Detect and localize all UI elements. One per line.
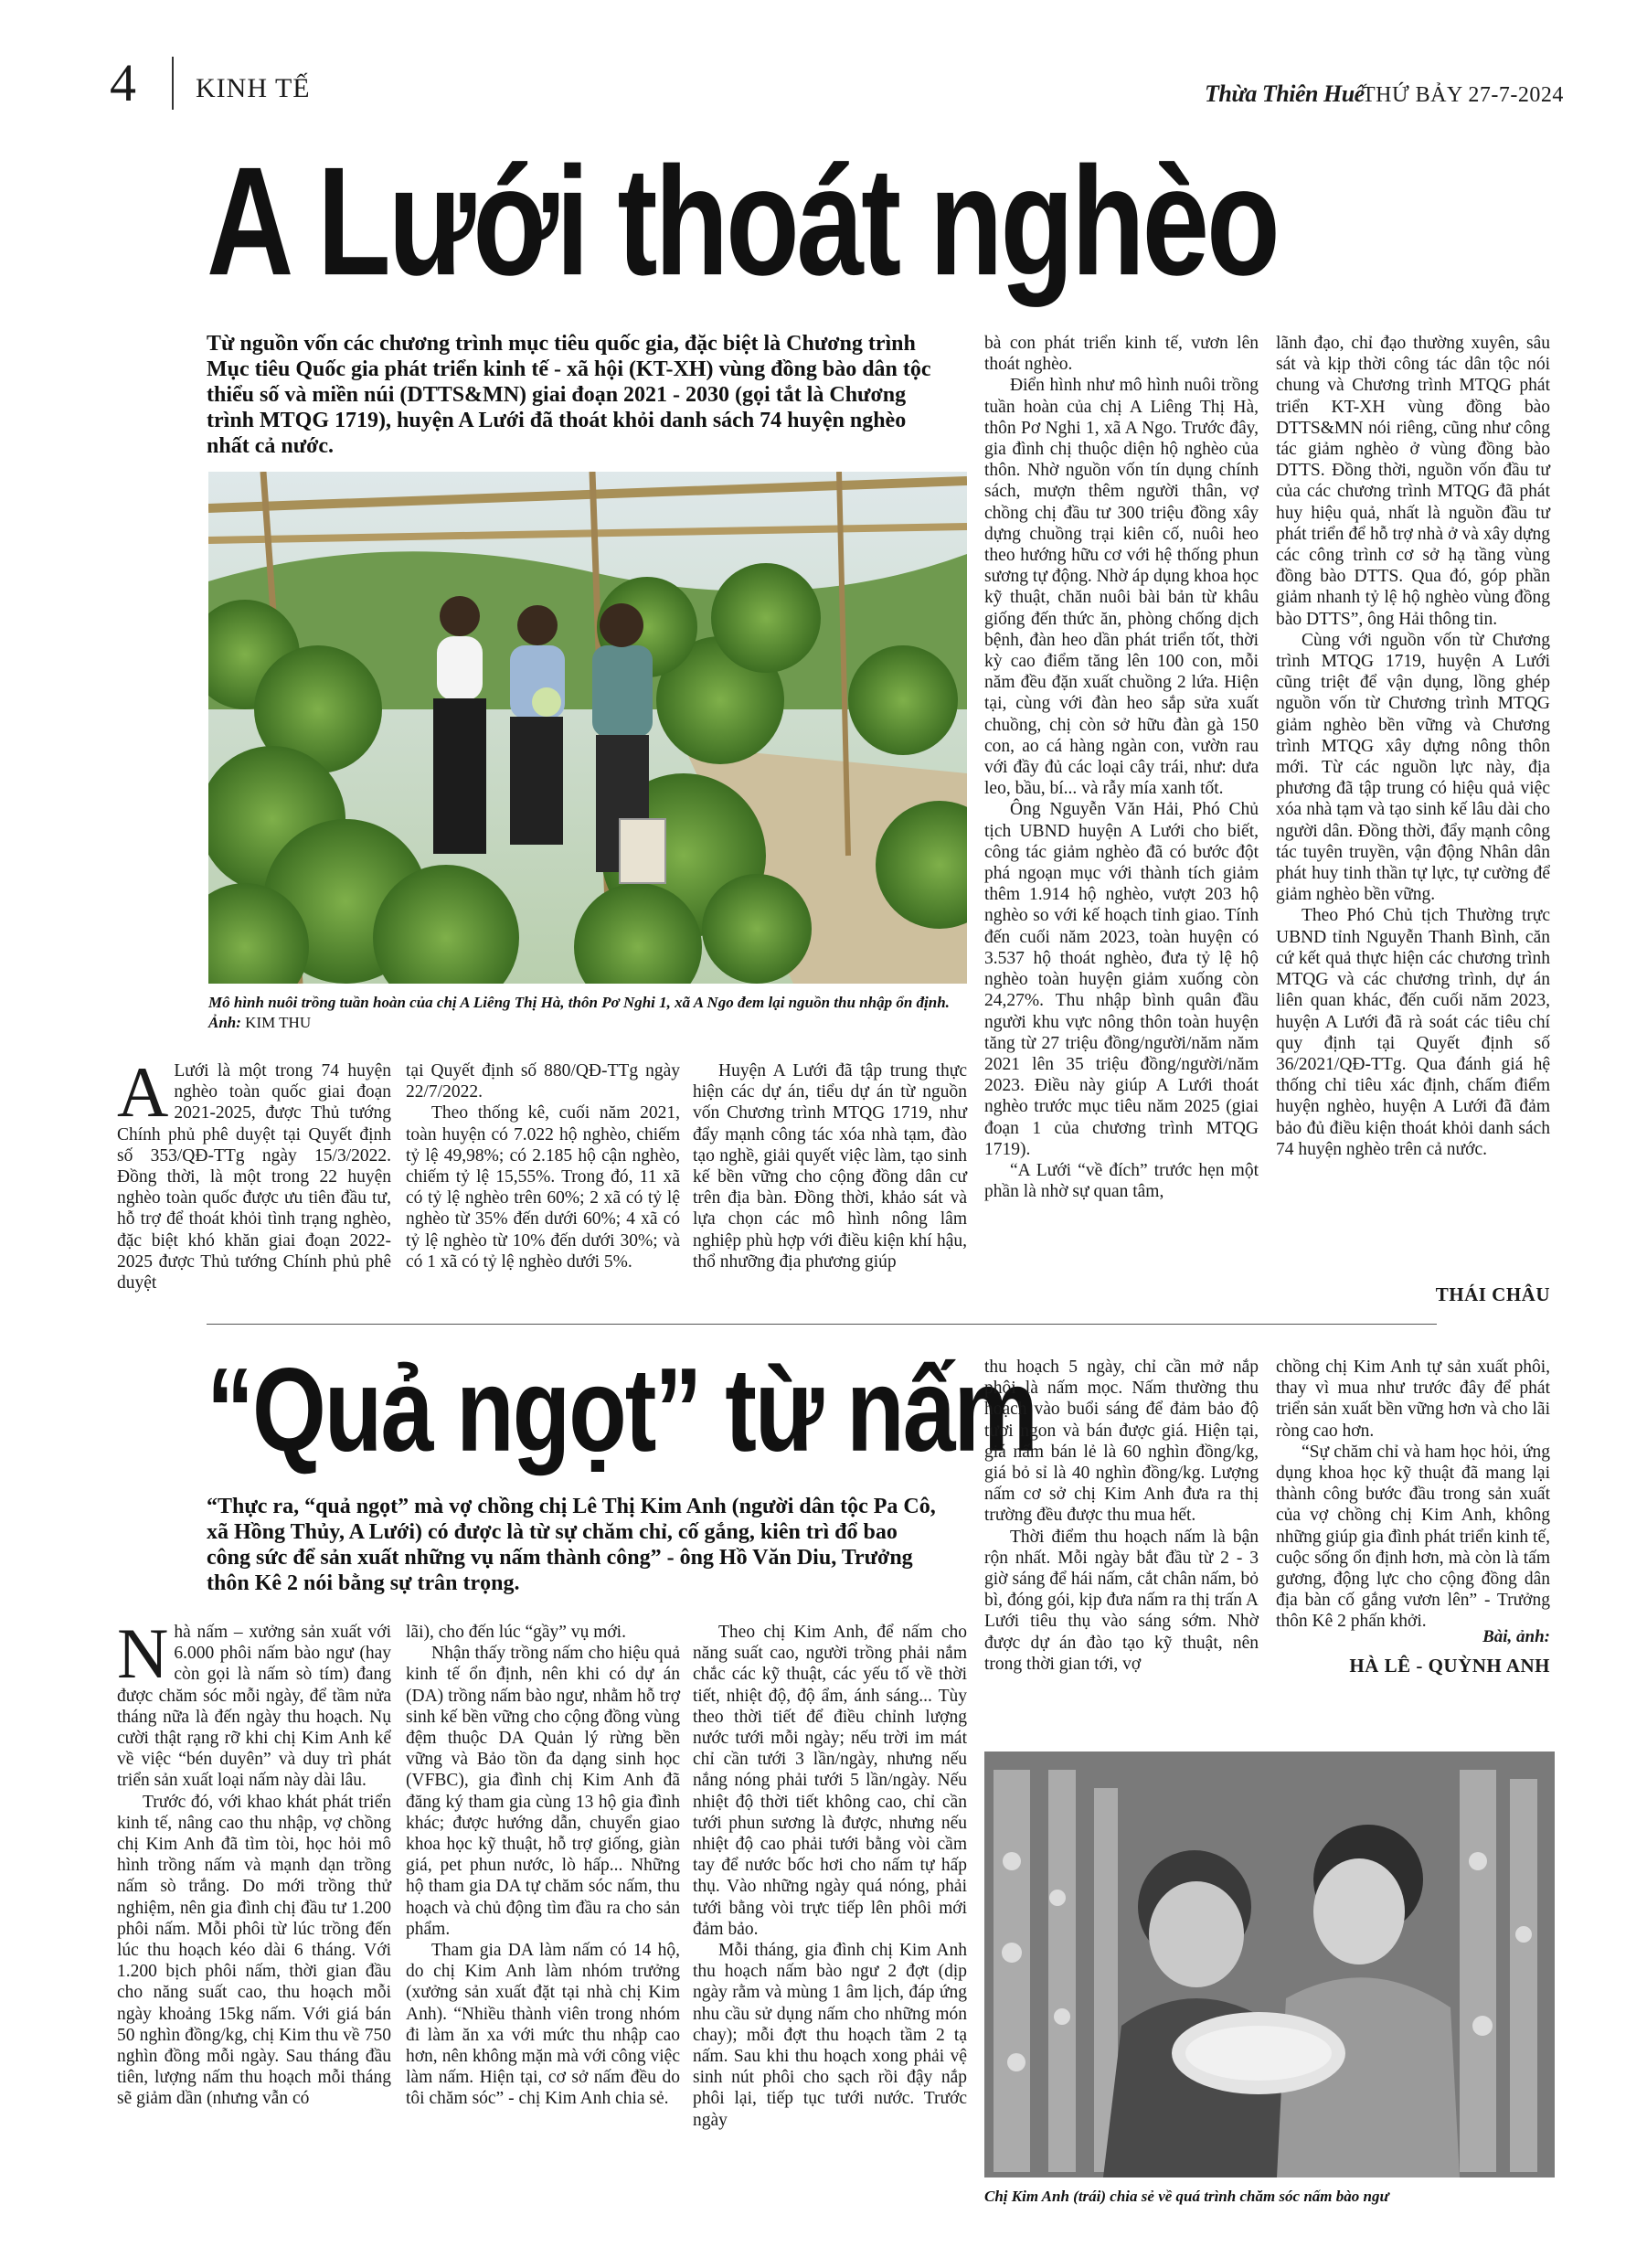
paragraph: Theo thống kê, cuối năm 2021, toàn huyện có 7.022 hộ nghèo, chiếm tỷ lệ 49,98%; có 2.185 hộ cận nghèo, chiếm tỷ lệ 15,55%. Trong đó, 11 xã có tỷ lệ nghèo trên 60%; 2 xã có tỷ lệ nghèo từ 35% đến dưới 60%; 4 xã có tỷ lệ nghèo từ 10% đến dưới 30%; và có 1 xã có tỷ lệ nghèo dưới 5%. — [406, 1103, 680, 1272]
dropcap: A — [117, 1052, 169, 1132]
article2-author: HÀ LÊ - QUỲNH ANH — [1349, 1655, 1550, 1677]
article1-headline: A Lưới thoát nghèo — [207, 134, 1278, 307]
paragraph: Nhận thấy trồng nấm cho hiệu quả kinh tế ổn định, nên khi có dự án (DA) trồng nấm bào ngư, nhằm hỗ trợ sinh kế bền vững cho cộng đồng vùng đệm thuộc DA Quản lý rừng bền vững và Bảo tồn đa dạng sinh học (VFBC), gia đình chị Kim Anh đã đăng ký tham gia cùng 13 hộ gia đình khác; được hướng dẫn, chuyển giao khoa học kỹ thuật, hỗ trợ giống, giàn giá, pet phun nước, lò hấp... Những hộ tham gia DA tự chăm sóc nấm, thu hoạch và chủ động tìm đầu ra cho sản phẩm. — [406, 1644, 680, 1939]
paragraph: Ông Nguyễn Văn Hải, Phó Chủ tịch UBND huyện A Lưới cho biết, công tác giảm nghèo đã có bước đột phá ngoạn mục với thành tích giảm thêm 1.914 hộ nghèo, vượt 203 hộ nghèo so với kế hoạch tỉnh giao. Tính đến cuối năm 2023, toàn huyện có 3.537 hộ thoát nghèo, đưa tỷ lệ hộ nghèo toàn huyện giảm xuống còn 24,27%. Thu nhập bình quân đầu người khu vực nông thôn toàn huyện tăng từ 27 triệu đồng/người/năm năm 2021 lên 35 triệu đồng/người/năm 2023. Điều này giúp A Lưới thoát nghèo trước mục tiêu năm 2025 (giai đoạn 1 của chương trình MTQG 1719). — [984, 800, 1259, 1159]
paragraph: Theo Phó Chủ tịch Thường trực UBND tỉnh Nguyễn Thanh Bình, căn cứ kết quả thực hiện các chương trình MTQG và các chương trình, dự án liên quan khác, đến cuối năm 2023, huyện A Lưới đã rà soát các tiêu chí quy định tại Quyết định số 36/2021/QĐ-TTg. Qua đánh giá hệ thống chỉ tiêu xác định, chấm điểm huyện nghèo, huyện A Lưới đã đảm bảo đủ điều kiện thoát khỏi danh sách 74 huyện nghèo trên cả nước. — [1276, 906, 1550, 1159]
caption-text: Mô hình nuôi trồng tuần hoàn của chị A Liêng Thị Hà, thôn Pơ Nghi 1, xã A Ngo đem lại nguồn thu nhập ổn định. Ảnh: — [208, 994, 950, 1031]
page-number: 4 — [110, 53, 136, 112]
paragraph: Tham gia DA làm nấm có 14 hộ, do chị Kim Anh làm nhóm trưởng (xưởng sản xuất đặt tại nhà chị Kim Anh). “Nhiều thành viên trong nhóm đi làm ăn xa với mức thu nhập cao hơn, nên không mặn mà với công việc làm nấm. Hiện tại, cơ sở nấm đều do tôi chăm sóc” - chị Kim Anh chia sẻ. — [406, 1941, 680, 2109]
dropcap: N — [117, 1613, 169, 1693]
paragraph: chồng chị Kim Anh tự sản xuất phôi, thay vì mua như trước đây để phát triển sản xuất bền vững hơn và cho lãi ròng cao hơn. — [1276, 1358, 1550, 1441]
article2-photo — [984, 1752, 1555, 2177]
article2-headline: “Quả ngọt” từ nấm — [207, 1344, 1036, 1477]
newspaper-name: Thừa Thiên Huế — [1205, 80, 1365, 107]
paragraph: bà con phát triển kinh tế, vươn lên thoát nghèo. — [984, 334, 1259, 375]
paragraph: Theo chị Kim Anh, để nấm cho năng suất cao, người trồng phải nắm chắc các kỹ thuật, các yếu tố về thời tiết, nhiệt độ, độ ẩm, ánh sáng... Tùy theo thời tiết để điều chỉnh lượng nước tưới mỗi ngày; nếu trời im mát chỉ cần tưới 3 lần/ngày, nhưng nếu nắng nóng phải tưới 5 lần/ngày. Nếu nhiệt độ thời tiết không cao, chỉ cần tưới phun sương là được, nhưng nếu nhiệt độ cao phải tưới bằng vòi cầm tay để nước bốc hơi cho nấm tự hấp thụ. Vào những ngày quá nóng, phải tưới bằng vòi trực tiếp lên phôi mới đảm bảo. — [693, 1623, 967, 1939]
article1-column-4 — [984, 333, 1259, 1202]
article1-author: THÁI CHÂU — [1435, 1283, 1550, 1305]
article1-column-3 — [693, 1060, 967, 1272]
paragraph: Huyện A Lưới đã tập trung thực hiện các dự án, tiểu dự án từ nguồn vốn Chương trình MTQG 1719, như đẩy mạnh công tác xóa nhà tạm, đào tạo nghề, giải quyết việc làm, tạo sinh kế bền vững cho cộng đồng dân cư trên địa bàn. Đồng thời, khảo sát và lựa chọn các mô hình nông lâm nghiệp phù hợp với điều kiện khí hậu, thổ nhưỡng địa phương giúp — [693, 1061, 967, 1272]
paragraph: Thời điểm thu hoạch nấm là bận rộn nhất. Mỗi ngày bắt đầu từ 2 - 3 giờ sáng để hái nấm, cắt chân nấm, bỏ bì, đóng gói, kịp đưa nấm ra thị trấn A Lưới tiêu thụ vào sáng sớm. Nhờ được dự án đào tạo kỹ thuật, nên trong thời gian tới, vợ — [984, 1527, 1259, 1674]
section-label: KINH TẾ — [196, 73, 311, 103]
header-separator — [172, 57, 174, 110]
article2-column-1 — [117, 1613, 391, 2110]
paragraph: Lưới là một trong 74 huyện nghèo toàn quốc giai đoạn 2021-2025, được Thủ tướng Chính phủ phê duyệt tại Quyết định số 353/QĐ-TTg ngày 15/3/2022. Đồng thời, là một trong 22 huyện nghèo toàn quốc được ưu tiên đầu tư, hỗ trợ để thoát khỏi tình trạng nghèo, đặc biệt khó khăn giai đoạn 2022-2025 được Thủ tướng Chính phủ phê duyệt — [117, 1061, 391, 1294]
paragraph: Cùng với nguồn vốn từ Chương trình MTQG 1719, huyện A Lưới cũng triệt để vận dụng, lồng ghép nguồn vốn từ Chương trình MTQG giảm nghèo bền vững và Chương trình MTQG xây dựng nông thôn mới. Từ các nguồn lực này, địa phương đã tập trung có hiệu quả việc xóa nhà tạm và tạo sinh kế lâu dài cho người dân. Đồng thời, đẩy mạnh công tác tuyên truyền, vận động Nhân dân phát huy tinh thần tự lực, tự cường để giảm nghèo bền vững. — [1276, 630, 1550, 905]
paragraph: tại Quyết định số 880/QĐ-TTg ngày 22/7/2022. — [406, 1061, 680, 1102]
article1-column-2 — [406, 1060, 680, 1272]
paragraph: “Sự chăm chỉ và ham học hỏi, ứng dụng khoa học kỹ thuật đã mang lại thành công bước đầu trong sản xuất của vợ chồng chị Kim Anh, không những giúp gia đình phát triển kinh tế, cuộc sống ổn định hơn, mà còn là tấm gương, động lực cho cộng đồng dân địa bàn cố gắng vươn lên” - Trưởng thôn Kê 2 phấn khởi. — [1276, 1442, 1550, 1632]
article1-lead: Từ nguồn vốn các chương trình mục tiêu quốc gia, đặc biệt là Chương trình Mục tiêu Quốc gia phát triển kinh tế - xã hội (KT-XH) vùng đồng bào dân tộc thiểu số và miền núi (DTTS&MN) giai đoạn 2021 - 2030 (gọi tắt là Chương trình MTQG 1719), huyện A Lưới đã thoát khỏi danh sách 74 huyện nghèo nhất cả nước. — [207, 332, 931, 458]
article-divider — [207, 1324, 1437, 1325]
article2-photo-caption: Chị Kim Anh (trái) chia sẻ về quá trình chăm sóc nấm bào ngư — [984, 2188, 1389, 2205]
article1-column-5 — [1276, 333, 1550, 1160]
paragraph: “A Lưới “về đích” trước hẹn một phần là nhờ sự quan tâm, — [984, 1160, 1259, 1202]
article2-lead: “Thực ra, “quả ngọt” mà vợ chồng chị Lê Thị Kim Anh (người dân tộc Pa Cô, xã Hồng Thủy, A Lưới) có được là từ sự chăm chỉ, cố gắng, kiên trì đổ bao công sức để sản xuất những vụ nấm thành công” - ông Hồ Văn Diu, Trưởng thôn Kê 2 nói bằng sự trân trọng. — [207, 1495, 936, 1595]
article2-column-4 — [984, 1357, 1259, 1675]
paragraph: lãnh đạo, chỉ đạo thường xuyên, sâu sát và kịp thời công tác dân tộc nói chung và Chương trình MTQG phát triển KT-XH vùng đồng bào DTTS&MN nói riêng, cũng như công tác giảm nghèo ở vùng đồng bào DTTS. Đồng thời, nguồn vốn đầu tư của các chương trình MTQG đã phát huy hiệu quả, nhất là nguồn đầu tư phát triển để hỗ trợ nhà ở và xây dựng các công trình cơ sở hạ tầng vùng đồng bào DTTS. Qua đó, góp phần giảm nhanh tỷ lệ hộ nghèo vùng đồng bào DTTS”, ông Hải thông tin. — [1276, 334, 1550, 629]
paragraph: lãi), cho đến lúc “gầy” vụ mới. — [406, 1623, 626, 1642]
article2-column-5 — [1276, 1357, 1550, 1633]
paragraph: hà nấm – xưởng sản xuất với 6.000 phôi nấm bào ngư (hay còn gọi là nấm sò tím) đang được chăm sóc mỗi ngày, để tầm nửa tháng nữa là đến ngày thu hoạch. Nụ cười thật rạng rỡ khi chị Kim Anh kể về việc “bén duyên” và duy trì phát triển sản xuất loại nấm này dài lâu. — [117, 1623, 391, 1791]
article1-photo — [208, 472, 967, 984]
garden-photo-illustration — [208, 472, 967, 984]
paragraph: thu hoạch 5 ngày, chỉ cần mở nắp phôi là nấm mọc. Nấm thường thu hoạch vào buổi sáng để đảm bảo độ tươi ngon và bán được giá. Hiện tại, giá nấm bán lẻ là 60 nghìn đồng/kg, giá bỏ sỉ là 40 nghìn đồng/kg. Lượng nấm cơ sở chị Kim Anh đưa ra thị trường đều được thu mua hết. — [984, 1358, 1259, 1526]
article2-column-2 — [406, 1622, 680, 2110]
mushroom-farm-photo-illustration — [984, 1752, 1555, 2177]
paragraph: Điển hình như mô hình nuôi trồng tuần hoàn của chị A Liêng Thị Hà, thôn Pơ Nghi 1, xã A Ngo. Trước đây, gia đình chị thuộc diện hộ nghèo của thôn. Nhờ nguồn vốn tín dụng chính sách, mượn thêm người thân, vợ chồng chị đầu tư 300 triệu đồng xây dựng chuồng trại kiên cố, nuôi heo theo hướng hữu cơ với hệ thống phun sương tự động. Nhờ áp dụng khoa học kỹ thuật, chăn nuôi bài bản từ khâu giống đến thức ăn, phòng chống dịch bệnh, đàn heo dần phát triển tốt, thời kỳ cao điểm tăng lên 100 con, mỗi năm đều đặn xuất chuồng 2 lứa. Hiện tại, cùng với đàn heo sắp sửa xuất chuồng, chị còn sở hữu đàn gà 150 con, ao cá hàng ngàn con, vườn rau với đầy đủ các loại cây trái, như: dưa leo, bầu, bí... và rẫy mía xanh tốt. — [984, 376, 1259, 799]
article1-photo-caption — [208, 993, 967, 1033]
article2-column-3 — [693, 1622, 967, 2131]
article2-byline-label: Bài, ảnh: — [1482, 1627, 1550, 1646]
paragraph: Mỗi tháng, gia đình chị Kim Anh thu hoạch nấm bào ngư 2 đợt (dịp ngày rằm và mùng 1 âm lịch, đáp ứng nhu cầu sử dụng nấm cho những món chay); mỗi đợt thu hoạch tầm 2 tạ nấm. Sau khi thu hoạch xong phải vệ sinh nút phôi cho sạch rồi đậy nắp phôi lại, tiếp tục tưới nước. Trước ngày — [693, 1941, 967, 2130]
issue-date: THỨ BẢY 27-7-2024 — [1362, 83, 1564, 107]
photo-credit: KIM THU — [245, 1014, 312, 1031]
article1-column-1 — [117, 1052, 391, 1294]
paragraph: Trước đó, với khao khát phát triển kinh tế, nâng cao thu nhập, vợ chồng chị Kim Anh đã tìm tòi, học hỏi mô hình trồng nấm và mạnh dạn trồng nấm sò trắng. Do mới trồng thử nghiệm, nên gia đình chị đầu tư 1.200 phôi nấm. Mỗi phôi từ lúc trồng đến lúc thu hoạch kéo dài 6 tháng. Với 1.200 bịch phôi nấm, thời gian đầu cho năng suất cao, thu hoạch mỗi ngày khoảng 15kg nấm. Với giá bán 50 nghìn đồng/kg, chị Kim thu về 750 nghìn đồng mỗi ngày. Sau tháng đầu tiên, lượng nấm thu hoạch mỗi tháng sẽ giảm dần (nhưng vẫn có — [117, 1792, 391, 2109]
